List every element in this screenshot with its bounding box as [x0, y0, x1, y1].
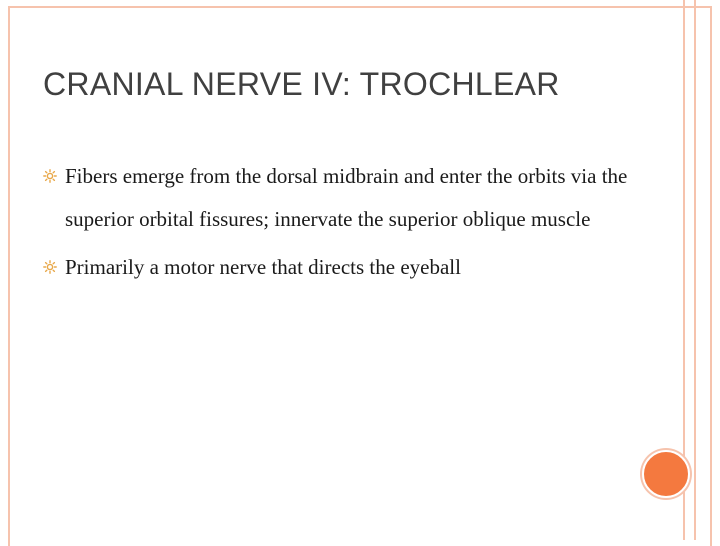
- side-stripe-right: [694, 0, 696, 540]
- sun-icon: [43, 260, 57, 274]
- sun-icon: [43, 169, 57, 183]
- bullet-item: [43, 155, 663, 241]
- bullet-list: [43, 155, 663, 289]
- bullet-text: Primarily a motor nerve that directs the eyeball: [65, 255, 461, 279]
- decorative-circle: [642, 450, 690, 498]
- slide-title: CRANIAL NERVE IV: TROCHLEAR: [43, 66, 560, 102]
- bullet-item: [43, 246, 663, 289]
- bullet-text: Fibers emerge from the dorsal midbrain and enter the orbits via the superior orbital fissures; innervate the superior oblique muscle: [65, 164, 628, 231]
